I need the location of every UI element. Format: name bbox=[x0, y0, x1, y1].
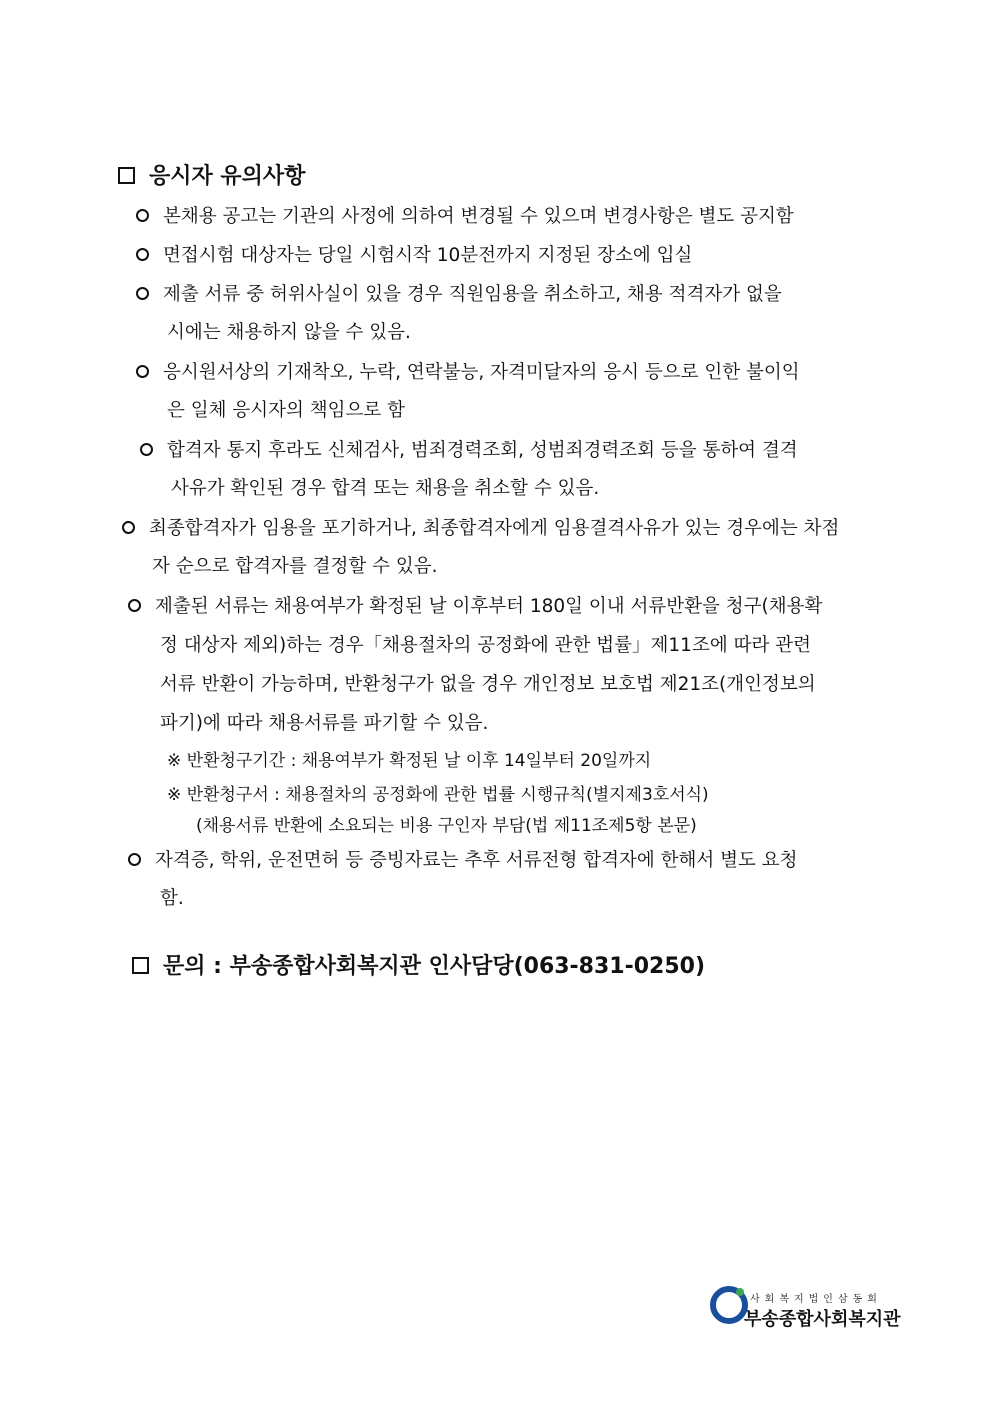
circle-bullet-icon bbox=[136, 365, 149, 378]
logo-subtitle: 사회복지법인삼동회 bbox=[750, 1294, 882, 1305]
logo-dot-icon bbox=[736, 1288, 744, 1296]
list-item: 자격증, 학위, 운전면허 등 증빙자료는 추후 서류전형 합격자에 한해서 별도 요청 bbox=[128, 848, 797, 874]
contact-value: 부송종합사회복지관 인사담당(063-831-0250) bbox=[229, 954, 706, 979]
list-item-continuation: 시에는 채용하지 않을 수 있음. bbox=[167, 322, 411, 343]
note-line: ※ 반환청구서 : 채용절차의 공정화에 관한 법률 시행규칙(별지제3호서식) bbox=[167, 785, 709, 805]
note-line: ※ 반환청구기간 : 채용여부가 확정된 날 이후 14일부터 20일까지 bbox=[167, 751, 652, 771]
circle-bullet-icon bbox=[136, 209, 149, 222]
circle-bullet-icon bbox=[140, 443, 153, 456]
list-item: 면접시험 대상자는 당일 시험시작 10분전까지 지정된 장소에 입실 bbox=[136, 243, 692, 269]
organization-logo bbox=[706, 1284, 906, 1332]
square-bullet-icon bbox=[118, 167, 135, 184]
circle-bullet-icon bbox=[128, 599, 141, 612]
contact-separator: : bbox=[205, 954, 230, 979]
list-item-continuation: 서류 반환이 가능하며, 반환청구가 없을 경우 개인정보 보호법 제21조(개인정보의 bbox=[160, 674, 816, 695]
list-item-continuation: 함. bbox=[160, 888, 184, 909]
list-item-continuation: 사유가 확인된 경우 합격 또는 채용을 취소할 수 있음. bbox=[171, 478, 600, 499]
list-item-continuation: 은 일체 응시자의 책임으로 함 bbox=[167, 400, 405, 421]
section-heading: 응시자 유의사항 bbox=[118, 162, 305, 192]
list-item: 제출 서류 중 허위사실이 있을 경우 직원임용을 취소하고, 채용 적격자가 없을 bbox=[136, 282, 782, 308]
circle-bullet-icon bbox=[122, 521, 135, 534]
square-bullet-icon bbox=[132, 957, 149, 974]
list-item: 응시원서상의 기재착오, 누락, 연락불능, 자격미달자의 응시 등으로 인한 불이익 bbox=[136, 360, 800, 386]
circle-bullet-icon bbox=[136, 248, 149, 261]
list-item: 최종합격자가 임용을 포기하거나, 최종합격자에게 임용결격사유가 있는 경우에는 차점 bbox=[122, 516, 839, 542]
list-item: 본채용 공고는 기관의 사정에 의하여 변경될 수 있으며 변경사항은 별도 공지함 bbox=[136, 204, 794, 230]
circle-bullet-icon bbox=[128, 853, 141, 866]
contact-line bbox=[132, 952, 705, 982]
list-item: 합격자 통지 후라도 신체검사, 범죄경력조회, 성범죄경력조회 등을 통하여 결격 bbox=[140, 438, 798, 464]
circle-bullet-icon bbox=[136, 287, 149, 300]
logo-title: 부송종합사회복지관 bbox=[744, 1309, 901, 1330]
note-line: (채용서류 반환에 소요되는 비용 구인자 부담(법 제11조제5항 본문) bbox=[196, 816, 697, 836]
list-item: 제출된 서류는 채용여부가 확정된 날 이후부터 180일 이내 서류반환을 청구(채용확 bbox=[128, 594, 822, 620]
list-item-continuation: 자 순으로 합격자를 결정할 수 있음. bbox=[152, 556, 438, 577]
list-item-continuation: 정 대상자 제외)하는 경우「채용절차의 공정화에 관한 법률」제11조에 따라 관련 bbox=[160, 635, 811, 656]
contact-label: 문의 bbox=[163, 954, 206, 979]
list-item-continuation: 파기)에 따라 채용서류를 파기할 수 있음. bbox=[160, 713, 489, 734]
